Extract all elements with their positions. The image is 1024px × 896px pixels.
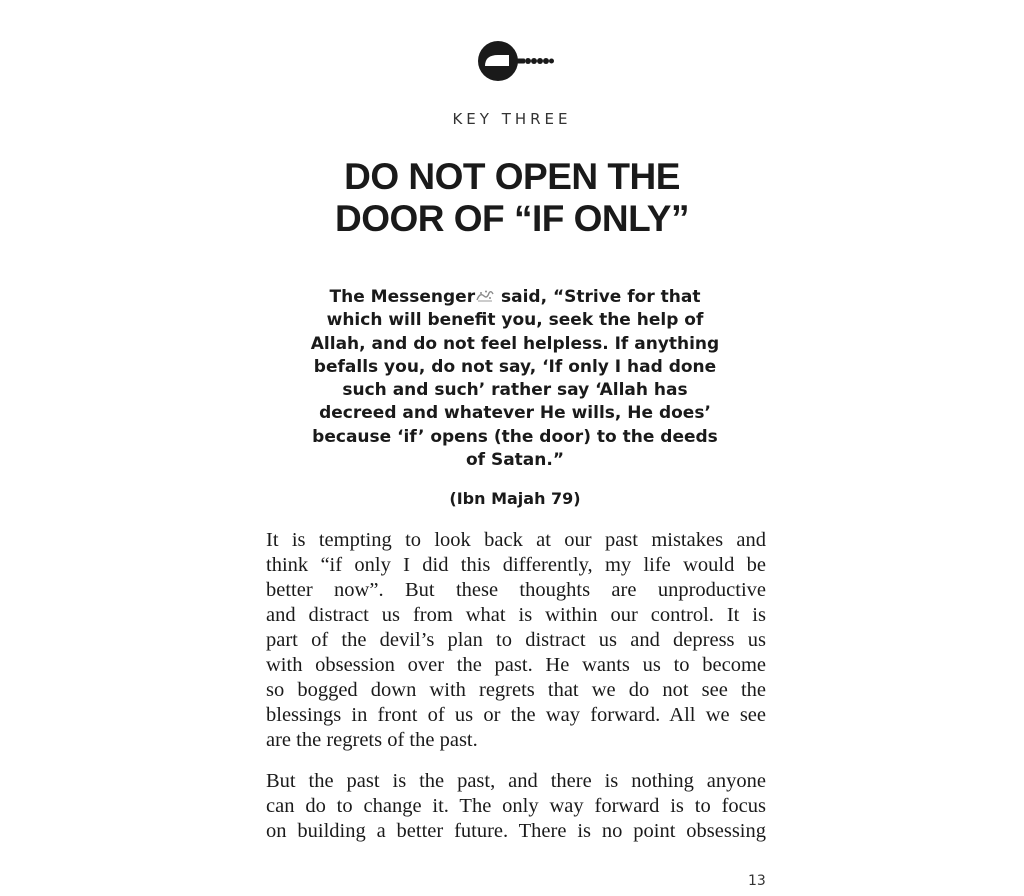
hadith-line: of Satan.”: [465, 450, 565, 471]
key-icon: [476, 39, 556, 83]
text-line: better now”. But these thoughts are unproductive: [266, 579, 766, 601]
text-line: blessings in front of us or the way forward. All we see: [266, 704, 766, 726]
hadith-line-text: said, “Strive for that: [495, 287, 701, 307]
hadith-line: which will benefit you, seek the help of: [326, 310, 704, 331]
hadith-line-text: The Messenger: [329, 287, 476, 307]
hadith-line: decreed and whatever He wills, He does’: [319, 403, 711, 424]
text-line: part of the devil’s plan to distract us and depress us: [266, 629, 766, 651]
text-line: But the past is the past, and there is nothing anyone: [266, 770, 766, 792]
text-line: so bogged down with regrets that we do not see the: [266, 679, 766, 701]
hadith-line: [300, 286, 730, 309]
hadith-line: such and such’ rather say ‘Allah has: [342, 380, 688, 401]
hadith-line: because ‘if’ opens (the door) to the deeds: [312, 426, 718, 447]
text-line: and distract us from what is within our control. It is: [266, 604, 766, 626]
chapter-title: [262, 156, 762, 240]
body-paragraph-2: [266, 769, 766, 844]
hadith-reference: (Ibn Majah 79): [449, 489, 581, 508]
page-number: 13: [748, 873, 766, 889]
text-line: think “if only I did this differently, my life would be: [266, 554, 766, 576]
body-paragraph-1: [266, 528, 766, 753]
text-line: with obsession over the past. He wants us to become: [266, 654, 766, 676]
hadith-quote: [300, 286, 730, 472]
title-line-1: DO NOT OPEN THE: [344, 156, 680, 197]
title-line-2: DOOR OF “IF ONLY”: [335, 198, 689, 239]
text-line: can do to change it. The only way forward is to focus: [266, 795, 766, 817]
salawat-icon: [475, 289, 495, 303]
text-line: are the regrets of the past.: [266, 729, 478, 751]
text-line: on building a better future. There is no point obsessing: [266, 820, 766, 842]
hadith-line: Allah, and do not feel helpless. If anything: [310, 333, 720, 354]
text-line: It is tempting to look back at our past mistakes and: [266, 529, 766, 551]
hadith-line: befalls you, do not say, ‘If only I had done: [313, 356, 717, 377]
chapter-label: KEY THREE: [452, 110, 572, 128]
